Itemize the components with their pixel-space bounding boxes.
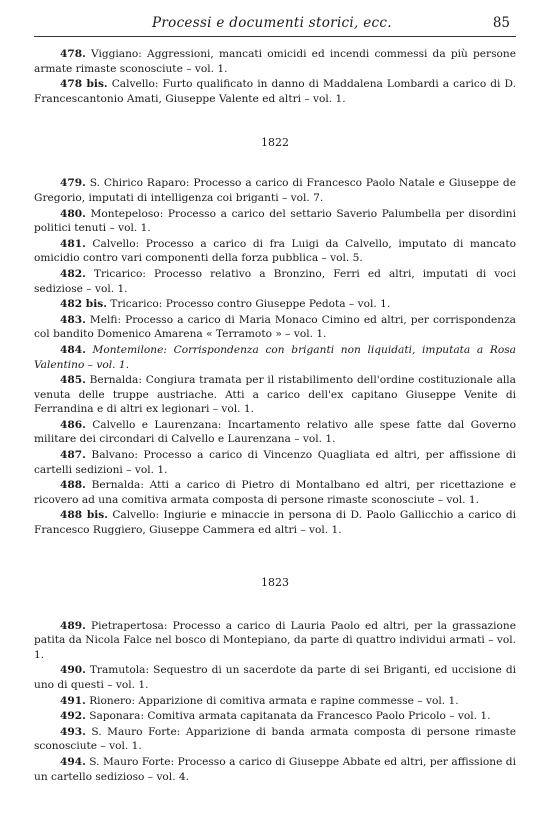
entry-place: S. Mauro Forte: Processo (89, 755, 226, 768)
entry-description: Ingiurie e minaccie in persona di D. Paolo Gallicchio a carico di Francesco Ruggiero, Giuseppe Cammera ed altri – vol. 1. (34, 509, 516, 537)
archive-entry (34, 267, 516, 296)
entry-description: Comitiva armata capitanata da Francesco Paolo Pricolo – vol. 1. (144, 710, 491, 723)
archive-entry (34, 478, 516, 507)
archive-entry (34, 619, 516, 663)
entry-description: Processo a carico di Vincenzo Quagliata ed altri, per affissione di cartelli sedizioni – vol. 1. (34, 449, 516, 476)
entry-place: Montepeloso: (90, 207, 164, 220)
entry-number: 478 bis. (60, 78, 108, 91)
entry-description: Processo a carico di fra Luigi da Calvello, imputato di mancato omicidio contro vari componenti della forza pubblica – vol. 5. (34, 237, 516, 265)
running-title: Processi e documenti storici, ecc. (152, 15, 392, 31)
archive-entry (34, 755, 516, 784)
entry-place: Bernalda: (91, 479, 144, 492)
archive-entry (34, 77, 516, 106)
archive-entry (34, 373, 516, 417)
year-heading: 1823 (261, 575, 289, 589)
archive-entry (34, 725, 516, 754)
year-heading: 1822 (261, 136, 289, 150)
entry-place: Saponara: (89, 710, 145, 723)
entry-description: Sequestro di un sacerdote da parte di sei Briganti, ed uccisione di uno di questi – vol. 1. (34, 664, 516, 691)
archive-entry (34, 694, 516, 709)
entry-place: Pietrapertosa: (90, 619, 168, 632)
archive-entry (34, 418, 516, 447)
entry-description: Atti a carico di Pietro di Montalbano ed altri, per ricettazione e ricovero ad una comitiva armata composta di persone rimaste sconosciute – vol. 1. (34, 479, 516, 506)
entry-place: Calvello: (112, 509, 160, 522)
entry-description: Processo a carico di Lauria Paolo ed altri, per la grassazione patita da Nicola Falce nel bosco di Montepiano, da parte di quattro individui armati – vol. 1. (34, 619, 516, 661)
entry-description: Apparizione di banda armata composta di persone rimaste sconosciute – vol. 1. (34, 725, 517, 753)
entry-place: Rionero: (89, 694, 136, 707)
archive-entry (34, 448, 516, 477)
archive-entry (34, 297, 516, 312)
entry-place: S. Mauro Forte: (91, 725, 181, 738)
entry-number: 485. (60, 374, 86, 387)
document-body (34, 47, 516, 784)
entry-place: Calvello e Laurenzana: (92, 418, 222, 431)
entry-description: Apparizione di comitiva armata e rapine commesse – vol. 1. (135, 694, 459, 707)
archive-entry (34, 47, 516, 76)
archive-entry (34, 313, 516, 342)
entry-place: Montemilone: (92, 343, 167, 356)
entry-description: Processo a carico di Francesco Paolo Natale e Giuseppe de Gregorio, imputati di intelligenza coi briganti – vol. 7. (34, 177, 516, 204)
entry-number: 489. (60, 619, 86, 632)
page-number: 85 (492, 15, 510, 31)
entry-description: Aggressioni, mancati omicidi ed incendi commessi da più persone armate rimaste sconosciute – vol. 1. (34, 48, 516, 75)
archive-entry (34, 237, 516, 266)
entry-number: 479. (60, 177, 86, 190)
entry-number: 490. (60, 664, 86, 677)
entry-number: 483. (60, 313, 86, 326)
entry-number: 487. (60, 449, 86, 462)
entry-number: 493. (60, 725, 86, 738)
archive-entry (34, 709, 516, 724)
entry-number: 480. (60, 207, 86, 220)
entry-place: Calvello: (111, 78, 159, 91)
entry-number: 482. (60, 267, 86, 280)
entry-number: 488. (60, 479, 86, 492)
entry-number: 481. (60, 237, 86, 250)
archive-entry (34, 508, 516, 537)
entry-description: Incartamento relativo alle spese fatte dal Governo militare dei circondari di Calvello e Laurenzana – vol. 1. (34, 418, 516, 446)
entry-place: Balvano: (91, 449, 138, 462)
entry-description: a carico di Giuseppe Abbate ed altri, per affissione di un cartello sedizioso – vol. 4. (34, 755, 516, 783)
entry-number: 494. (60, 755, 86, 768)
entry-place: Tricarico: (110, 298, 163, 311)
archive-entry (34, 207, 516, 236)
entry-place: Calvello: (92, 237, 140, 250)
entry-description: Congiura tramata per il ristabilimento dell'ordine costituzionale alla venuta delle truppe austriache. Atti a carico dell'ex capitano Giuseppe Venite di Ferrandina e di altri ex legionari – vol. 1. (34, 374, 516, 416)
entry-description: Corrispondenza con briganti non liquidati, imputata a Rosa Valentino – vol. 1. (34, 343, 516, 371)
entry-place: Viggiano: (90, 48, 142, 60)
entry-number: 492. (60, 710, 86, 723)
entry-place: Tricarico: (93, 267, 146, 280)
archive-entry (34, 663, 516, 692)
entry-description: Processo contro Giuseppe Pedota – vol. 1. (162, 298, 391, 311)
page-header (34, 14, 516, 37)
entry-description: Processo a carico del settario Saverio Palumbella per disordini politici tenuti – vol. 1. (34, 207, 516, 235)
entry-place: S. Chirico Raparo: (89, 177, 190, 190)
entry-place: Bernalda: (89, 374, 142, 387)
entry-description: Furto qualificato in danno di Maddalena Lombardi a carico di D. Francescantonio Amati, Giuseppe Valente ed altri – vol. 1. (34, 78, 517, 105)
entry-place: Tramutola: (89, 664, 150, 677)
entry-number: 478. (60, 48, 86, 60)
entry-description: Processo relativo a Bronzino, Ferri ed altri, imputati di voci sediziose – vol. 1. (34, 267, 516, 295)
entry-number: 491. (60, 694, 86, 707)
entry-number: 482 bis. (60, 298, 107, 311)
archive-entry (34, 176, 516, 205)
entry-number: 486. (60, 418, 86, 431)
entry-number: 484. (60, 343, 86, 356)
entry-description: Processo a carico di Maria Monaco Cimino ed altri, per corrispondenza col bandito Domenico Amarena « Terramoto » – vol. 1. (34, 313, 516, 341)
archive-entry (34, 343, 516, 372)
entry-number: 488 bis. (60, 509, 108, 522)
entry-place: Melfi: (89, 313, 122, 326)
